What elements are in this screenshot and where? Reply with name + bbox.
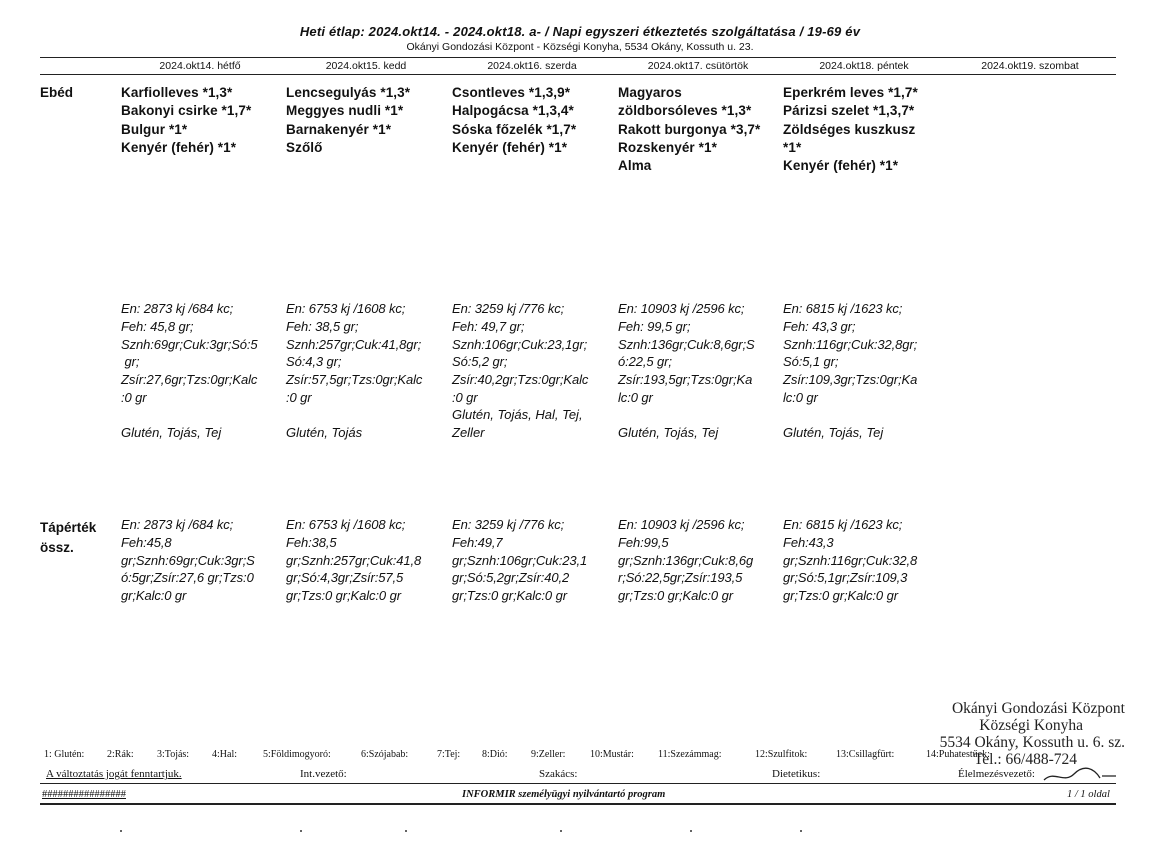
nutrition-monday: En: 2873 kj /684 kc; Feh: 45,8 gr; Sznh:69gr;Cuk:3gr;Só:5 gr; Zsír:27,6gr;Tzs:0gr;Kalc :0 gr — [121, 301, 258, 405]
day-header-friday: 2024.okt18. péntek — [819, 60, 909, 72]
legend-13: 13:Csillagfürt: — [836, 749, 895, 760]
menu-monday: Karfiolleves *1,3* Bakonyi csirke *1,7* Bulgur *1* Kenyér (fehér) *1* — [121, 85, 252, 155]
totals-monday: En: 2873 kj /684 kc; Feh:45,8 gr;Sznh:69gr;Cuk:3gr;S ó:5gr;Zsír:27,6 gr;Tzs:0 gr;Kalc:0 gr — [121, 517, 255, 604]
menu-tuesday: Lencsegulyás *1,3* Meggyes nudli *1* Barnakenyér *1* Szőlő — [286, 85, 411, 155]
food-manager-label: Élelmezésvezető: — [958, 768, 1035, 780]
cook-label: Szakács: — [539, 768, 578, 780]
dietitian-label: Dietetikus: — [772, 768, 821, 780]
legend-2: 2:Rák: — [107, 749, 134, 760]
legend-3: 3:Tojás: — [157, 749, 190, 760]
day-header-wednesday: 2024.okt16. szerda — [487, 60, 577, 72]
menu-thursday: Magyaros zöldborsóleves *1,3* Rakott burgonya *3,7* Rozskenyér *1* Alma — [618, 85, 761, 174]
day-header-saturday: 2024.okt19. szombat — [981, 60, 1079, 72]
scan-speck — [120, 830, 122, 832]
totals-wednesday: En: 3259 kj /776 kc; Feh:49,7 gr;Sznh:106gr;Cuk:23,1 gr;Só:5,2gr;Zsír:40,2 gr;Tzs:0 gr;Kalc:0 gr — [452, 517, 588, 604]
header-divider-top — [40, 57, 1116, 58]
totals-thursday: En: 10903 kj /2596 kc; Feh:99,5 gr;Sznh:136gr;Cuk:8,6g r;Só:22,5gr;Zsír:193,5 gr;Tzs:0 gr;Kalc:0 gr — [618, 517, 754, 604]
page-title: Heti étlap: 2024.okt14. - 2024.okt18. a- / Napi egyszeri étkeztetés szolgáltatása / 19-69 év — [299, 24, 861, 39]
allergens-monday: Glutén, Tojás, Tej — [121, 425, 222, 440]
signature-scribble — [1042, 764, 1122, 786]
nutrition-friday: En: 6815 kj /1623 kc; Feh: 43,3 gr; Sznh:116gr;Cuk:32,8gr; Só:5,1 gr; Zsír:109,3gr;Tzs:0gr;Ka lc:0 gr — [783, 301, 918, 405]
director-label: Int.vezető: — [300, 768, 347, 780]
scan-speck — [800, 830, 802, 832]
legend-9: 9:Zeller: — [531, 749, 566, 760]
scan-speck — [300, 830, 302, 832]
legend-12: 12:Szulfitok: — [755, 749, 808, 760]
allergens-wednesday: Glutén, Tojás, Hal, Tej, Zeller — [452, 407, 583, 440]
totals-tuesday: En: 6753 kj /1608 kc; Feh:38,5 gr;Sznh:257gr;Cuk:41,8 gr;Só:4,3gr;Zsír:57,5 gr;Tzs:0 gr;Kalc:0 gr — [286, 517, 422, 604]
legend-4: 4:Hal: — [212, 749, 237, 760]
menu-friday: Eperkrém leves *1,7* Párizsi szelet *1,3,7* Zöldséges kuszkusz *1* Kenyér (fehér) *1* — [783, 85, 918, 174]
legend-11: 11:Szezámmag: — [658, 749, 722, 760]
day-header-thursday: 2024.okt17. csütörtök — [647, 60, 749, 72]
legend-5: 5:Földimogyoró: — [263, 749, 331, 760]
header-divider-bottom — [40, 74, 1116, 75]
allergens-thursday: Glutén, Tojás, Tej — [618, 425, 719, 440]
scan-speck — [690, 830, 692, 832]
row-label-lunch: Ebéd — [40, 85, 74, 100]
footer-divider-2 — [40, 803, 1116, 805]
scan-speck — [405, 830, 407, 832]
page-subtitle: Okányi Gondozási Központ - Községi Konyha, 5534 Okány, Kossuth u. 23. — [406, 41, 754, 53]
stamp-line-2: Községi Konyha — [979, 717, 1083, 734]
nutrition-tuesday: En: 6753 kj /1608 kc; Feh: 38,5 gr; Sznh:257gr;Cuk:41,8gr; Só:4,3 gr; Zsír:57,5gr;Tzs:0gr;Kalc :0 gr — [286, 301, 423, 405]
legend-10: 10:Mustár: — [590, 749, 634, 760]
menu-wednesday: Csontleves *1,3,9* Halpogácsa *1,3,4* Sóska főzelék *1,7* Kenyér (fehér) *1* — [452, 85, 577, 155]
legend-7: 7:Tej: — [437, 749, 461, 760]
legend-14: 14:Puhatestűek: — [926, 749, 990, 760]
scan-speck — [560, 830, 562, 832]
allergens-tuesday: Glutén, Tojás — [286, 425, 363, 440]
nutrition-thursday: En: 10903 kj /2596 kc; Feh: 99,5 gr; Sznh:136gr;Cuk:8,6gr;S ó:22,5 gr; Zsír:193,5gr;Tzs:0gr;Ka lc:0 gr — [618, 301, 755, 405]
stamp-line-3: 5534 Okány, Kossuth u. 6. sz. — [939, 734, 1125, 751]
day-header-monday: 2024.okt14. hétfő — [159, 60, 241, 72]
hash-mark: ################ — [42, 789, 126, 800]
stamp-line-1: Okányi Gondozási Központ — [951, 700, 1125, 717]
program-name: INFORMIR személyügyi nyilvántartó program — [462, 789, 666, 800]
footer-divider-1 — [40, 783, 1116, 784]
allergens-friday: Glutén, Tojás, Tej — [783, 425, 884, 440]
nutrition-wednesday: En: 3259 kj /776 kc; Feh: 49,7 gr; Sznh:106gr;Cuk:23,1gr; Só:5,2 gr; Zsír:40,2gr;Tzs:0gr;Kalc :0 gr — [452, 301, 589, 405]
legend-8: 8:Dió: — [482, 749, 508, 760]
stamp-line-4: Tel.: 66/488-724 — [973, 751, 1077, 768]
legend-1: 1: Glutén: — [44, 749, 85, 760]
day-header-tuesday: 2024.okt15. kedd — [325, 60, 407, 72]
rights-notice: A változtatás jogát fenntartjuk. — [46, 768, 182, 780]
legend-6: 6:Szójabab: — [361, 749, 409, 760]
page-number: 1 / 1 oldal — [1067, 789, 1110, 800]
row-label-totals: Tápérték össz. — [40, 520, 97, 555]
totals-friday: En: 6815 kj /1623 kc; Feh:43,3 gr;Sznh:116gr;Cuk:32,8 gr;Só:5,1gr;Zsír:109,3 gr;Tzs:0 gr;Kalc:0 gr — [783, 517, 918, 604]
